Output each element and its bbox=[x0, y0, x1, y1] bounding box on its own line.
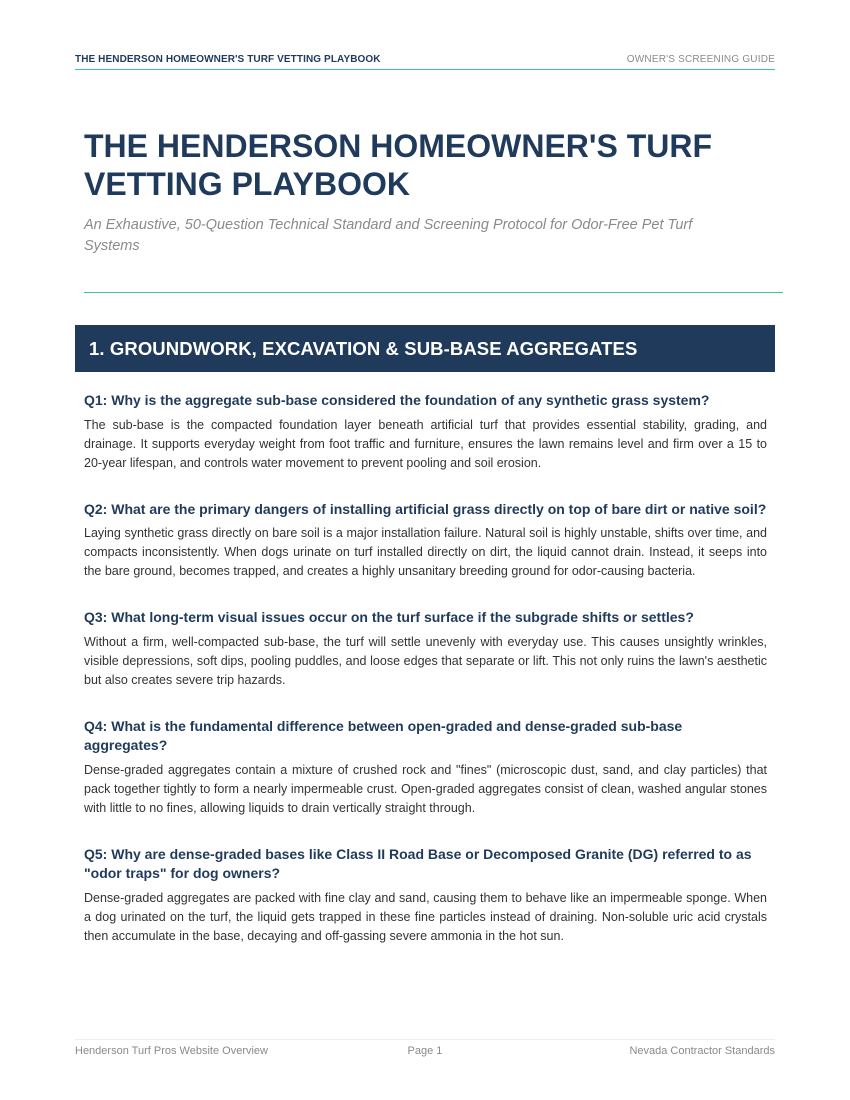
footer-divider bbox=[75, 1039, 775, 1040]
answer-text: Dense-graded aggregates are packed with fine clay and sand, causing them to behave like an impermeable sponge. When a dog urinated on the turf, the liquid gets trapped in these fine particles instead of draining. Non-soluble uric acid crystals then accumulate in the base, decaying and off-gassing severe ammonia in the hot sun. bbox=[84, 890, 767, 943]
page-number: Page 1 bbox=[407, 1045, 443, 1057]
title-block bbox=[84, 127, 784, 257]
question-heading: Q4: What is the fundamental difference between open-graded and dense-graded sub-base aggregates? bbox=[84, 717, 683, 753]
qa-item bbox=[84, 717, 767, 818]
answer-text: Dense-graded aggregates contain a mixture of crushed rock and "fines" (microscopic dust, sand, and clay particles) that pack together tightly to form a nearly impermeable crust. Open-graded aggregates consist of clean, washed angular stones with little to no fines, allowing liquids to drain vertically straight through. bbox=[84, 762, 767, 815]
section-title: 1. GROUNDWORK, EXCAVATION & SUB-BASE AGGREGATES bbox=[89, 337, 638, 359]
answer-text: Laying synthetic grass directly on bare soil is a major installation failure. Natural soil is highly unstable, shifts over time, and compacts inconsistently. When dogs urinate on turf installed directly on dirt, the liquid cannot drain. Instead, it seeps into the bare ground, becomes trapped, and creates a highly unsanitary breeding ground for odor-causing bacteria. bbox=[84, 526, 767, 578]
footer-left-text: Henderson Turf Pros Website Overview bbox=[75, 1045, 268, 1057]
qa-item bbox=[84, 391, 767, 473]
question-heading: Q2: What are the primary dangers of installing artificial grass directly on top of bare dirt or native soil? bbox=[84, 500, 767, 517]
section-banner bbox=[75, 325, 775, 372]
answer-text: The sub-base is the compacted foundation layer beneath artificial turf that provides essential stability, grading, and drainage. It supports everyday weight from foot traffic and furniture, ensures the lawn remains level and firm over a 15 to 20-year lifespan, and controls water movement to prevent pooling and soil erosion. bbox=[84, 417, 767, 470]
answer-text: Without a firm, well-compacted sub-base, the turf will settle unevenly with everyday use. This causes unsightly wrinkles, visible depressions, soft dips, pooling puddles, and loose edges that separate or lift. This not only ruins the lawn's aesthetic but also creates severe trip hazards. bbox=[84, 634, 767, 687]
question-heading: Q5: Why are dense-graded bases like Class II Road Base or Decomposed Granite (DG) referred to as "odor traps" for dog owners? bbox=[84, 845, 752, 881]
qa-item bbox=[84, 500, 767, 582]
footer-right-text: Nevada Contractor Standards bbox=[629, 1045, 775, 1057]
running-header-title: THE HENDERSON HOMEOWNER'S TURF VETTING PLAYBOOK bbox=[75, 54, 381, 65]
qa-item bbox=[84, 845, 767, 946]
qa-item bbox=[84, 608, 767, 690]
document-subtitle: An Exhaustive, 50-Question Technical Standard and Screening Protocol for Odor-Free Pet Turf Systems bbox=[84, 217, 693, 254]
title-divider bbox=[84, 292, 783, 293]
running-header-label: OWNER'S SCREENING GUIDE bbox=[626, 54, 775, 65]
question-heading: Q3: What long-term visual issues occur on the turf surface if the subgrade shifts or settles? bbox=[84, 609, 694, 625]
qa-list bbox=[84, 391, 767, 973]
document-title: THE HENDERSON HOMEOWNER'S TURF VETTING PLAYBOOK bbox=[84, 128, 713, 202]
question-heading: Q1: Why is the aggregate sub-base considered the foundation of any synthetic grass system? bbox=[84, 392, 710, 408]
running-header bbox=[75, 50, 775, 70]
page-footer bbox=[75, 1045, 775, 1057]
